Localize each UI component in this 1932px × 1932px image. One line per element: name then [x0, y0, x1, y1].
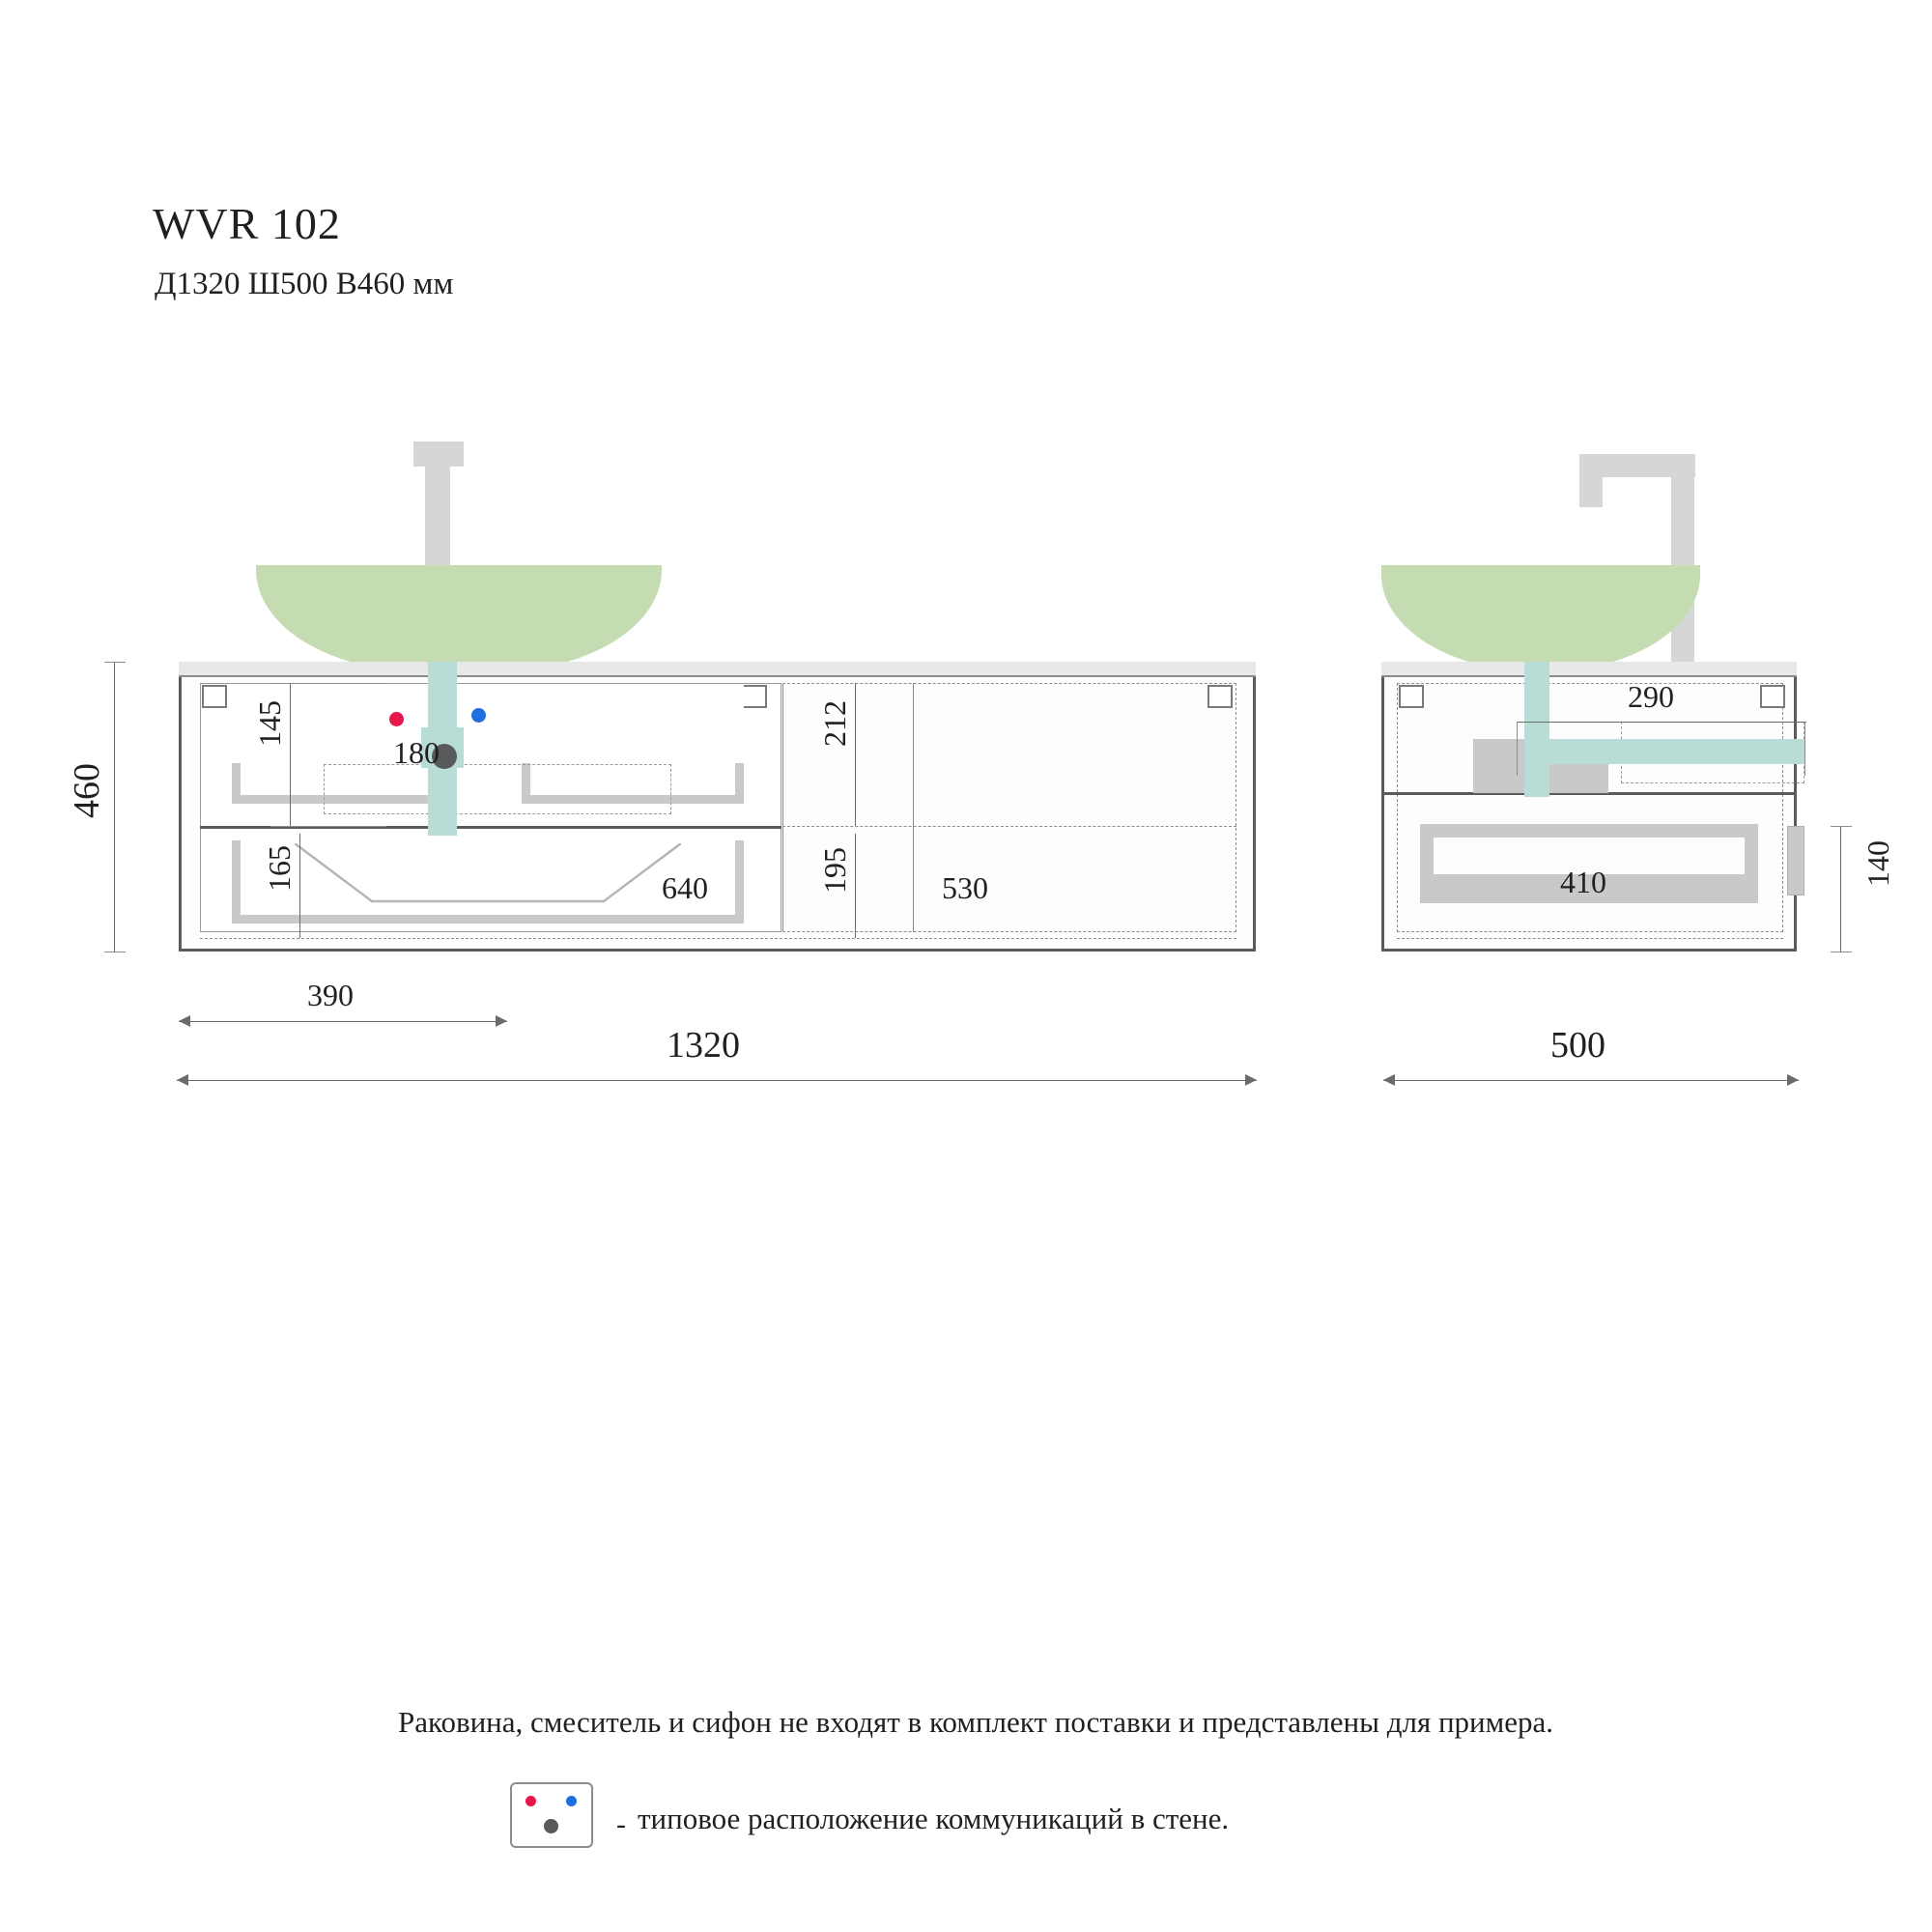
- countertop-band-side: [1381, 662, 1797, 677]
- siphon-pipe-icon-side: [1524, 662, 1549, 797]
- washbasin-icon-side: [1381, 565, 1700, 671]
- mount-bracket-mid: [744, 685, 767, 708]
- drain-outlet-icon-legend: [544, 1819, 558, 1833]
- mount-bracket-side-right: [1760, 685, 1785, 708]
- dim-640-label: 640: [662, 870, 708, 905]
- dim-1320-label: 1320: [667, 1025, 740, 1065]
- bottom-edge-dashed-side: [1397, 938, 1783, 939]
- dim-460-label: 460: [67, 763, 107, 818]
- dim-290-line: [1517, 722, 1806, 723]
- hot-water-dot-icon-legend: [526, 1796, 536, 1806]
- dim-145-ext-bottom: [270, 826, 386, 827]
- dim-290-ext-right: [1804, 722, 1805, 776]
- countertop-band-front: [179, 662, 1256, 677]
- dim-140-line: [1840, 826, 1841, 952]
- dim-460-tick-top: [104, 662, 126, 663]
- lower-drawer-wall-right-side: [1745, 824, 1758, 903]
- hot-water-dot-icon: [389, 712, 404, 726]
- legend-text: типовое расположение коммуникаций в стене.: [638, 1802, 1230, 1835]
- mount-bracket-right: [1208, 685, 1233, 708]
- page-subtitle-dimensions: Д1320 Ш500 В460 мм: [155, 267, 454, 301]
- dim-140-tick-top: [1831, 826, 1852, 827]
- cold-water-dot-icon: [471, 708, 486, 723]
- page-title: WVR 102: [153, 199, 341, 248]
- dim-500-arrow-right: [1787, 1074, 1799, 1086]
- legend-symbol-box: [510, 1782, 593, 1848]
- dim-390-line: [179, 1021, 507, 1022]
- dim-460-line: [114, 662, 115, 952]
- cold-water-dot-icon-legend: [566, 1796, 577, 1806]
- dim-500-arrow-left: [1383, 1074, 1395, 1086]
- disclaimer-text: Раковина, смеситель и сифон не входят в комплект поставки и представлены для примера.: [397, 1705, 1554, 1739]
- right-compartment-divider-v: [913, 683, 914, 932]
- dim-500-label: 500: [1550, 1025, 1605, 1065]
- dim-212-line: [855, 683, 856, 826]
- dim-195-line: [855, 834, 856, 938]
- dim-390-arrow-left: [179, 1015, 190, 1027]
- siphon-pipe-horizontal-icon-side: [1524, 739, 1804, 764]
- mount-bracket-left: [202, 685, 227, 708]
- dim-500-line: [1383, 1080, 1799, 1081]
- right-compartment-edge-v: [782, 683, 783, 932]
- faucet-spout-icon: [413, 441, 464, 467]
- side-view-drawing: [1381, 565, 1816, 1058]
- dim-530-label: 530: [942, 870, 988, 905]
- lower-drawer-wall-left-side: [1420, 824, 1434, 903]
- right-compartment-divider-h: [782, 826, 1236, 827]
- dim-145-ext-top: [270, 683, 386, 684]
- lower-drawer-top-side: [1420, 824, 1758, 838]
- dim-290-label: 290: [1628, 679, 1674, 714]
- faucet-icon: [425, 449, 450, 575]
- dim-410-label: 410: [1560, 865, 1606, 899]
- dim-180-label: 180: [393, 735, 440, 770]
- dim-195-label: 195: [817, 847, 852, 894]
- sink-cutout-outline: [295, 843, 681, 907]
- dim-1320-arrow-left: [177, 1074, 188, 1086]
- dim-390-label: 390: [307, 978, 354, 1012]
- drawer-handle-side: [1787, 826, 1804, 895]
- legend-dash: -: [616, 1808, 626, 1840]
- dim-165-label: 165: [262, 845, 297, 892]
- dim-145-label: 145: [252, 700, 287, 747]
- faucet-drop-icon-side: [1579, 454, 1603, 507]
- dim-1320-arrow-right: [1245, 1074, 1257, 1086]
- dim-390-arrow-right: [496, 1015, 507, 1027]
- faucet-icon-side: [1671, 454, 1694, 671]
- dim-140-label: 140: [1861, 840, 1895, 887]
- dim-165-line: [299, 834, 300, 938]
- dim-1320-line: [177, 1080, 1257, 1081]
- mount-bracket-side-left: [1399, 685, 1424, 708]
- dim-212-label: 212: [817, 700, 852, 747]
- washbasin-icon: [256, 565, 662, 671]
- bottom-edge-dashed-front: [200, 938, 1236, 939]
- dim-145-line: [290, 683, 291, 826]
- dim-290-ext-left: [1517, 722, 1518, 776]
- siphon-zone-dashed: [324, 764, 671, 814]
